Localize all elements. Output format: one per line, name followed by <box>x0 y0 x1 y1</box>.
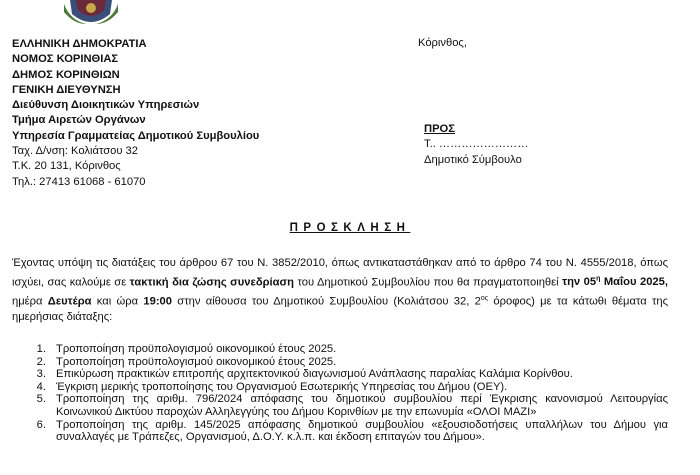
agenda-item <box>12 381 668 394</box>
recipient-role: Δημοτικό Σύμβουλο <box>424 153 522 166</box>
org-line: ΝΟΜΟΣ ΚΟΡΙΝΘΙΑΣ <box>12 53 119 66</box>
intro-text: και ώρα <box>91 295 144 308</box>
meeting-date-day: την 05 <box>562 276 597 289</box>
coat-of-arms-emblem <box>56 0 126 30</box>
meeting-date <box>562 276 668 288</box>
document-title: ΠΡΟΣΚΛΗΣΗ <box>289 222 411 234</box>
agenda-item-number: 6. <box>36 418 46 431</box>
org-line: ΓΕΝΙΚΗ ΔΙΕΥΘΥΝΣΗ <box>12 83 121 96</box>
agenda-item <box>12 343 668 356</box>
intro-text: ημέρα <box>12 295 48 308</box>
address-line: Τ.Κ. 20 131, Κόρινθος <box>12 160 121 173</box>
meeting-weekday: Δευτέρα <box>47 295 92 308</box>
floor-suffix: ος <box>480 294 489 302</box>
intro-text: του Δημοτικού Συμβουλίου που θα πραγματοποιηθεί <box>294 276 563 289</box>
org-line: ΔΗΜΟΣ ΚΟΡΙΝΘΙΩΝ <box>12 68 120 81</box>
agenda-item-text: Τροποποίηση προϋπολογισμού οικονομικού έτους 2025. <box>56 355 337 368</box>
meeting-date-suffix: η <box>596 275 601 283</box>
agenda-item-number: 3. <box>36 368 46 381</box>
recipient-heading: ΠΡΟΣ <box>424 123 455 135</box>
agenda-item-text: Τροποποίηση της αριθμ. 145/2025 απόφασης δημοτικού συμβουλίου «εξουσιοδοτήσεις υπαλλήλων του Δήμου για συναλλαγές με Τράπεζες, Οργανισμού, Δ.Ο.Υ. κ.λ.π. και έκδοση επιταγών του Δήμου». <box>56 418 668 444</box>
recipient-name-line: Τ.. …………………… <box>424 138 529 151</box>
address-line: Ταχ. Δ/νση: Κολιάτσου 32 <box>12 145 138 158</box>
meeting-date-month: Μαΐου 2025, <box>600 276 668 289</box>
agenda-item-text: Επικύρωση πρακτικών επιτροπής αρχιτεκτονικού διαγωνισμού Ανάπλασης παραλίας Καλάμια Κορίνθου. <box>56 368 573 381</box>
meeting-time: 19:00 <box>143 295 172 308</box>
org-line: Τμήμα Αιρετών Οργάνων <box>12 114 146 127</box>
agenda-list <box>12 343 668 444</box>
agenda-item <box>12 356 668 369</box>
org-line: ΕΛΛΗΝΙΚΗ ΔΗΜΟΚΡΑΤΙΑ <box>12 38 147 50</box>
agenda-item <box>12 393 668 418</box>
agenda-item-number: 5. <box>36 393 46 406</box>
agenda-item-text: Τροποποίηση της αριθμ. 796/2024 απόφασης του δημοτικού συμβουλίου περί Έγκρισης κανονισμού Λειτουργίας Κοινωνικού Δικτύου παροχών Αλληλεγγύης του Δήμου Κορινθίων με την επωνυμία «ΟΛΟΙ ΜΑΖΙ» <box>56 393 668 418</box>
address-line: Τηλ.: 27413 61068 - 61070 <box>12 175 146 188</box>
agenda-item-number: 1. <box>36 343 46 355</box>
intro-text: όροφος) με τα κάτωθι θέματα της ημερήσιας διάταξης: <box>12 295 668 324</box>
recipient-block <box>424 122 528 168</box>
intro-text: Έχοντας υπόψη τις διατάξεις του άρθρου 67 του Ν. 3852/2010, όπως αντικαταστάθηκαν από το άρθρο 74 του Ν. 4555/2018, όπως ισχύει, σας καλούμε σε <box>12 257 668 289</box>
agenda-item <box>12 419 668 444</box>
agenda-item-number: 4. <box>36 380 46 393</box>
org-line: Διεύθυνση Διοικητικών Υπηρεσιών <box>12 99 200 112</box>
meeting-type: τακτική δια ζώσης συνεδρίαση <box>129 276 295 289</box>
agenda-item-text: Τροποποίηση προϋπολογισμού οικονομικού έτους 2025. <box>56 343 337 355</box>
sender-block <box>12 37 372 190</box>
org-line: Υπηρεσία Γραμματείας Δημοτικού Συμβουλίου <box>12 129 260 142</box>
agenda-item <box>12 368 668 381</box>
intro-paragraph <box>12 256 668 326</box>
date-line: Κόρινθος, <box>418 37 467 49</box>
agenda-item-text: Έγκριση μερικής τροποποίησης του Οργανισμού Εσωτερικής Υπηρεσίας του Δήμου (ΟΕΥ). <box>56 380 508 393</box>
intro-text: στην αίθουσα του Δημοτικού Συμβουλίου (Κολιάτσου 32, 2 <box>172 295 481 308</box>
agenda-item-number: 2. <box>36 355 46 368</box>
